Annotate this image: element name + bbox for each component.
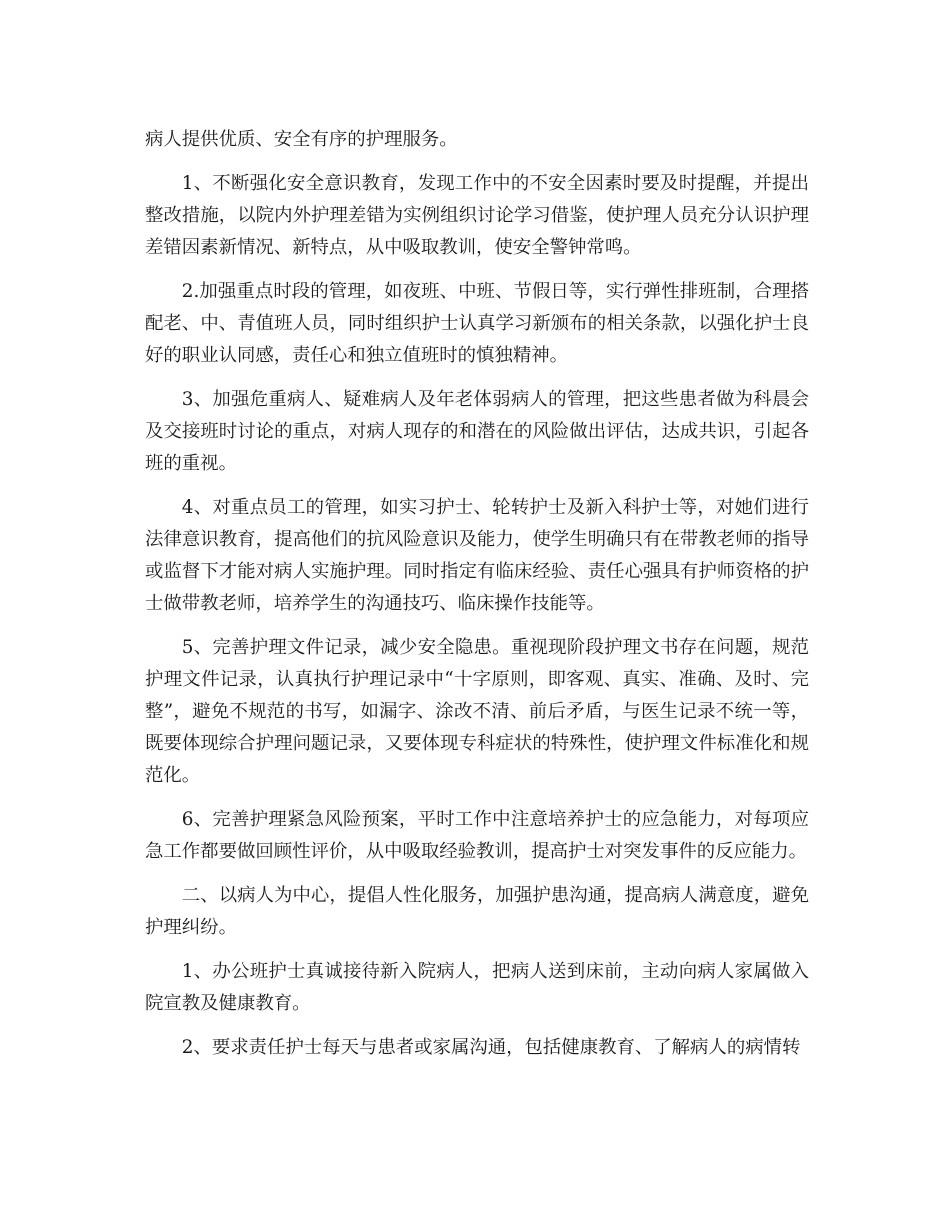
paragraph-item-1: 1、不断强化安全意识教育，发现工作中的不安全因素时要及时提醒，并提出整改措施，以院内外护理差错为实例组织讨论学习借鉴，使护理人员充分认识护理差错因素新情况、新特点，从中吸取教训，使安全警钟常鸣。	[145, 173, 809, 258]
paragraph-item-5: 5、完善护理文件记录，减少安全隐患。重视现阶段护理文书存在问题，规范护理文件记录，认真执行护理记录中“十字原则，即客观、真实、准确、及时、完整”，避免不规范的书写，如漏字、涂改不清、前后矛盾，与医生记录不统一等，既要体现综合护理问题记录，又要体现专科症状的特殊性，使护理文件标准化和规范化。	[145, 637, 809, 786]
paragraph-item-4: 4、对重点员工的管理，如实习护士、轮转护士及新入科护士等，对她们进行法律意识教育，提高他们的抗风险意识及能力，使学生明确只有在带教老师的指导或监督下才能对病人实施护理。同时指定有临床经验、责任心强具有护师资格的护士做带教老师，培养学生的沟通技巧、临床操作技能等。	[145, 497, 809, 614]
paragraph-item-2: 2.加强重点时段的管理，如夜班、中班、节假日等，实行弹性排班制，合理搭配老、中、青值班人员，同时组织护士认真学习新颁布的相关条款，以强化护士良好的职业认同感，责任心和独立值班时的慎独精神。	[145, 281, 809, 366]
paragraph-item-3: 3、加强危重病人、疑难病人及年老体弱病人的管理，把这些患者做为科晨会及交接班时讨论的重点，对病人现存的和潜在的风险做出评估，达成共识，引起各班的重视。	[145, 389, 809, 474]
paragraph-item-6: 6、完善护理紧急风险预案，平时工作中注意培养护士的应急能力，对每项应急工作都要做回顾性评价，从中吸取经验教训，提高护士对突发事件的反应能力。	[145, 809, 809, 862]
paragraph-continuation: 病人提供优质、安全有序的护理服务。	[145, 129, 458, 150]
section-heading-2: 二、以病人为中心，提倡人性化服务，加强护患沟通，提高病人满意度，避免护理纠纷。	[145, 885, 809, 938]
paragraph-section2-item-1: 1、办公班护士真诚接待新入院病人，把病人送到床前，主动向病人家属做入院宣教及健康教育。	[145, 961, 809, 1014]
document-body	[145, 124, 809, 1076]
paragraph-section2-item-2: 2、要求责任护士每天与患者或家属沟通，包括健康教育、了解病人的病情转	[181, 1037, 801, 1058]
